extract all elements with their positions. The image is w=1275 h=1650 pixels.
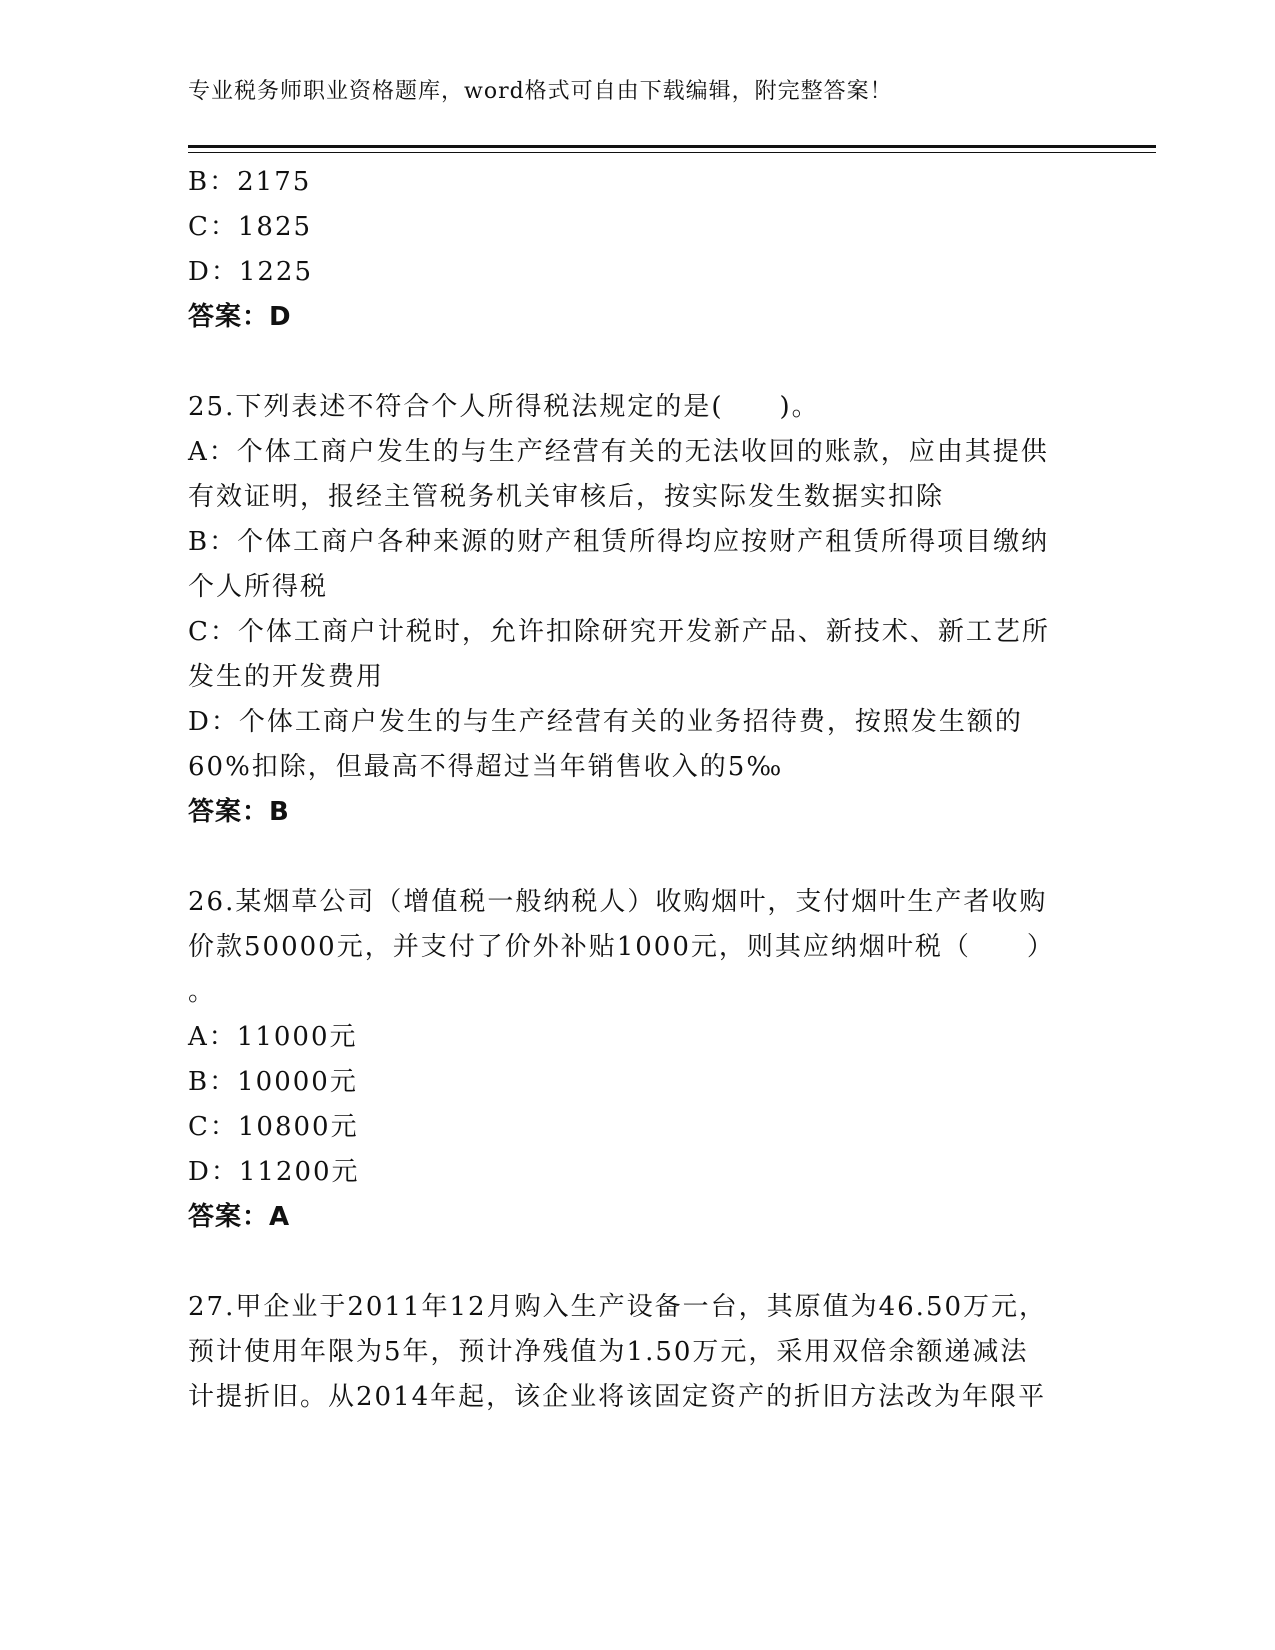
option-c: C：10800元 (188, 1112, 359, 1142)
option-d: D：个体工商户发生的与生产经营有关的业务招待费，按照发生额的 (188, 707, 1023, 737)
option-d-cont: 60%扣除，但最高不得超过当年销售收入的5‰ (188, 752, 784, 782)
page-header: 专业税务师职业资格题库，word格式可自由下载编辑，附完整答案！ (188, 79, 893, 104)
header-rule-thick (188, 145, 1156, 148)
option-c-cont: 发生的开发费用 (188, 662, 385, 692)
answer-line: 答案：D (188, 302, 292, 332)
question-26 (188, 880, 1088, 1240)
option-d: D：1225 (188, 257, 314, 287)
question-stem-cont: 计提折旧。从2014年起，该企业将该固定资产的折旧方法改为年限平 (188, 1382, 1047, 1412)
option-b: B：2175 (188, 167, 312, 197)
option-a: A：11000元 (188, 1022, 358, 1052)
answer-line: 答案：B (188, 797, 290, 827)
question-stem-cont: 预计使用年限为5年，预计净残值为1.50万元，采用双倍余额递减法 (188, 1337, 1029, 1367)
question-stem: 27.甲企业于2011年12月购入生产设备一台，其原值为46.50万元， (188, 1292, 1048, 1322)
option-b-cont: 个人所得税 (188, 572, 329, 602)
spacer (188, 340, 1088, 385)
option-a-cont: 有效证明，报经主管税务机关审核后，按实际发生数据实扣除 (188, 482, 945, 512)
option-a: A：个体工商户发生的与生产经营有关的无法收回的账款，应由其提供 (188, 437, 1049, 467)
question-stem-cont: 价款50000元，并支付了价外补贴1000元，则其应纳烟叶税（ ） (188, 932, 1055, 962)
option-b: B：个体工商户各种来源的财产租赁所得均应按财产租赁所得项目缴纳 (188, 527, 1050, 557)
header-rule-thin (188, 152, 1156, 153)
option-d: D：11200元 (188, 1157, 360, 1187)
spacer (188, 835, 1088, 880)
option-b: B：10000元 (188, 1067, 358, 1097)
question-stem: 26.某烟草公司（增值税一般纳税人）收购烟叶，支付烟叶生产者收购 (188, 887, 1048, 917)
question-25 (188, 385, 1088, 835)
spacer (188, 1240, 1088, 1285)
option-c: C：1825 (188, 212, 313, 242)
option-c: C：个体工商户计税时，允许扣除研究开发新产品、新技术、新工艺所 (188, 617, 1050, 647)
prev-question-block (188, 160, 1088, 340)
question-stem-end: 。 (188, 977, 217, 1007)
question-content (188, 160, 1088, 1420)
question-stem: 25.下列表述不符合个人所得税法规定的是( )。 (188, 392, 820, 422)
question-27 (188, 1285, 1088, 1420)
answer-line: 答案：A (188, 1202, 291, 1232)
